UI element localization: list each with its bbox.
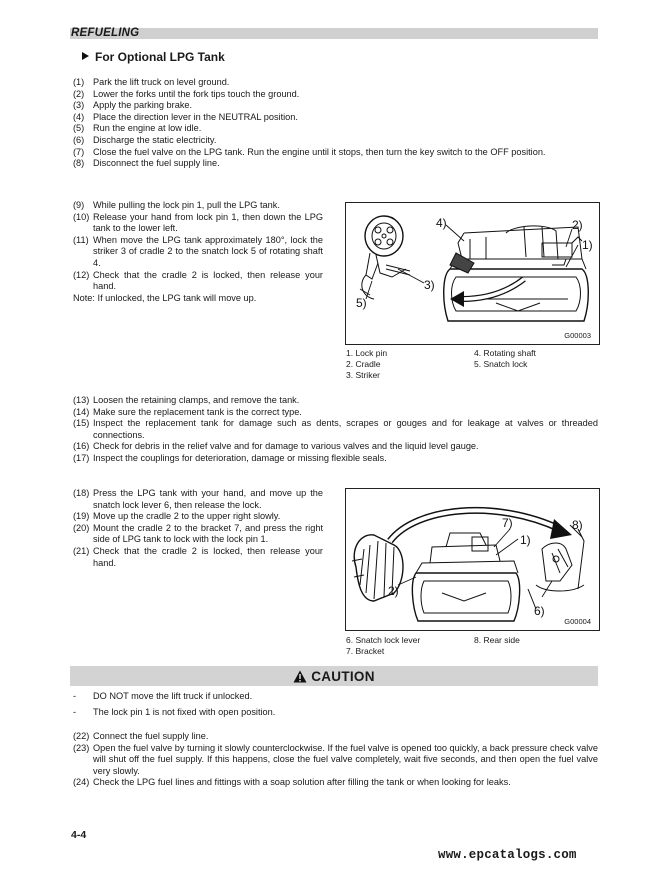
triangle-bullet-icon xyxy=(82,52,89,60)
steps-list-d xyxy=(73,488,323,569)
list-item: (11) When move the LPG tank approximately 180°, lock the striker 3 of cradle 2 to the snatch lock 5 of rotating shaft 4. xyxy=(73,234,323,268)
list-item: (7) Close the fuel valve on the LPG tank. Run the engine until it stops, then turn the key switch to the OFF position. xyxy=(73,146,546,157)
legend-row: 1. Lock pin 4. Rotating shaft xyxy=(346,348,536,358)
list-item: (19) Move up the cradle 2 to the upper right slowly. xyxy=(73,511,281,522)
page-number: 4-4 xyxy=(71,829,87,841)
callout-8: 8) xyxy=(572,518,583,532)
list-item: (12) Check that the cradle 2 is locked, then release your hand. xyxy=(73,269,323,292)
callout-4: 4) xyxy=(436,216,447,230)
list-item: (14) Make sure the replacement tank is the correct type. xyxy=(73,406,302,417)
list-item: - The lock pin 1 is not fixed with open position. xyxy=(73,707,276,717)
list-item: (23) Open the fuel valve by turning it slowly counterclockwise. If the fuel valve is opened too quickly, a back pressure check valve will shut off the fuel supply. If this happens, close the fuel valve completely, wait five seconds, and then open the fuel valve very slowly. xyxy=(73,742,598,776)
caution-title: CAUTION xyxy=(311,668,375,684)
list-item: (16) Check for debris in the relief valve and for damage to various valves and the liquid level gauge. xyxy=(73,441,479,452)
callout-6: 6) xyxy=(534,604,545,618)
list-item: (17) Inspect the couplings for deterioration, damage or missing flexible seals. xyxy=(73,452,387,463)
figure-lpg-tank-raising xyxy=(345,488,600,631)
callout-5: 5) xyxy=(356,296,367,310)
list-item: (1) Park the lift truck on level ground. xyxy=(73,77,230,87)
steps-list-b xyxy=(73,200,323,304)
watermark: www.epcatalogs.com xyxy=(438,848,577,862)
list-item: (2) Lower the forks until the fork tips touch the ground. xyxy=(73,88,300,99)
list-item: (10) Release your hand from lock pin 1, then down the LPG tank to the lower left. xyxy=(73,211,323,234)
callout-2: 2) xyxy=(572,218,583,232)
list-item: (9) While pulling the lock pin 1, pull the LPG tank. xyxy=(73,200,280,210)
list-item: (15) Inspect the replacement tank for damage such as dents, scrapes or gouges and for leakage at valves or threaded connections. xyxy=(73,418,598,440)
steps-list-a xyxy=(73,77,598,170)
subsection-title-text: For Optional LPG Tank xyxy=(95,50,225,64)
callout-7: 7) xyxy=(502,516,513,530)
lpg-tank-diagram xyxy=(346,203,599,344)
caution-list xyxy=(73,690,598,722)
warning-triangle-icon xyxy=(293,670,307,683)
note: Note: If unlocked, the LPG tank will move up. xyxy=(73,292,257,303)
steps-list-e xyxy=(73,731,598,789)
legend-row: 2. Cradle 5. Snatch lock xyxy=(346,359,528,369)
legend-row: 6. Snatch lock lever 8. Rear side xyxy=(346,635,520,645)
list-item: (24) Check the LPG fuel lines and fittings with a soap solution after filling the tank or when looking for leaks. xyxy=(73,777,511,788)
figure-1-legend xyxy=(346,348,598,381)
list-item: (20) Mount the cradle 2 to the bracket 7, and press the right side of LPG tank to lock with the lock pin 1. xyxy=(73,522,323,545)
list-item: (6) Discharge the static electricity. xyxy=(73,134,217,145)
list-item: (18) Press the LPG tank with your hand, and move up the snatch lock lever 6, then release the lock. xyxy=(73,488,323,510)
list-item: - DO NOT move the lift truck if unlocked. xyxy=(73,691,253,701)
callout-3: 3) xyxy=(424,278,435,292)
callout-2: 2) xyxy=(388,584,399,598)
caution-banner xyxy=(70,666,598,686)
list-item: (22) Connect the fuel supply line. xyxy=(73,731,209,741)
lpg-tank-mount-diagram xyxy=(346,489,599,630)
legend-row: 7. Bracket xyxy=(346,646,385,656)
legend-row: 3. Striker xyxy=(346,370,381,380)
list-item: (4) Place the direction lever in the NEUTRAL position. xyxy=(73,111,298,122)
subsection-title xyxy=(82,50,225,64)
steps-list-c xyxy=(73,395,598,465)
callout-1: 1) xyxy=(520,533,531,547)
header-bar xyxy=(70,28,598,39)
callout-1: 1) xyxy=(582,238,593,252)
list-item: (3) Apply the parking brake. xyxy=(73,100,193,111)
list-item: (5) Run the engine at low idle. xyxy=(73,123,202,134)
list-item: (21) Check that the cradle 2 is locked, then release your hand. xyxy=(73,545,323,568)
list-item: (8) Disconnect the fuel supply line. xyxy=(73,158,220,169)
list-item: (13) Loosen the retaining clamps, and remove the tank. xyxy=(73,395,300,405)
page-section-title: REFUELING xyxy=(71,27,140,39)
figure-2-legend xyxy=(346,635,598,657)
figure-lpg-tank-lowering xyxy=(345,202,600,345)
figure-code: G00003 xyxy=(564,331,591,340)
figure-code: G00004 xyxy=(564,617,591,626)
